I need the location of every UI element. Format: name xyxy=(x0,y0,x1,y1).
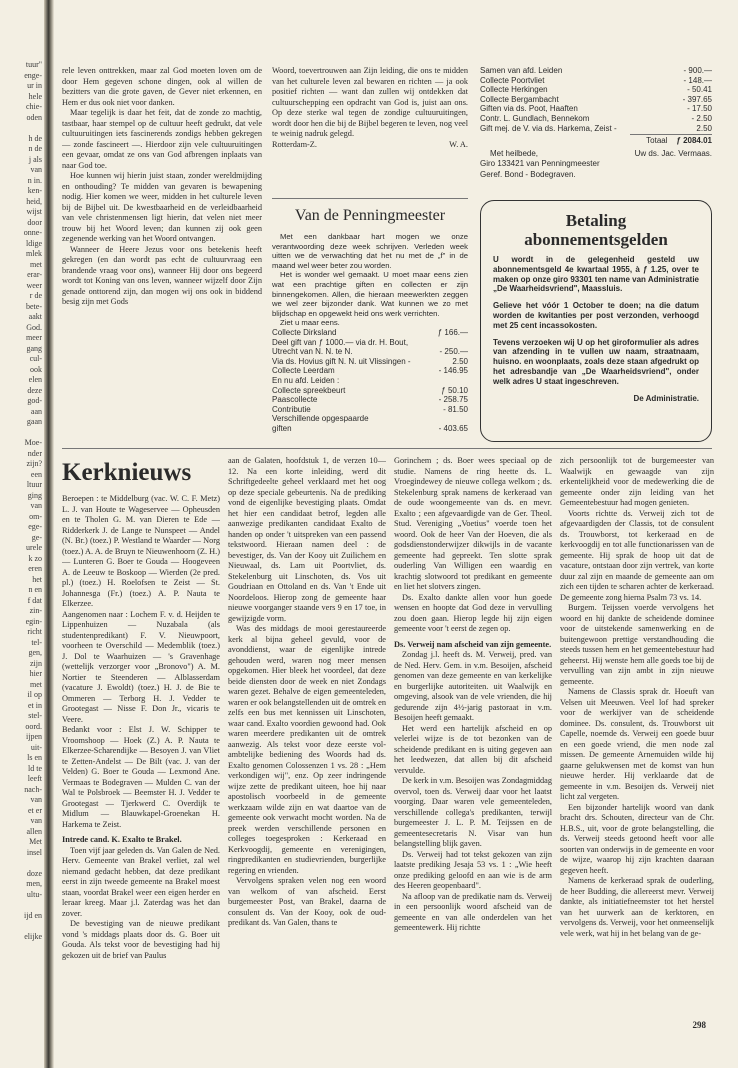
edge-fragment: ld te xyxy=(28,763,42,773)
finance-row xyxy=(480,114,712,124)
edge-fragment: urele xyxy=(26,543,42,552)
edge-fragment: wijst xyxy=(26,207,42,216)
edge-fragment: f dat xyxy=(27,595,42,605)
penning-continuation xyxy=(480,66,712,190)
abonnement-notice-box xyxy=(480,200,712,442)
finance-label: Paascollecte xyxy=(272,395,318,405)
edge-fragment: oord. xyxy=(25,721,42,731)
edge-fragment: richt xyxy=(27,627,42,636)
heilbede: Met heilbede, xyxy=(490,148,539,158)
kerknieuws-paragraph: Het werd een hartelijk afscheid en op velerlei wijze is de tot bezonken van de scheidende predikant en is uiting gegeven aan het leedwezen, dat allen bij dit afscheid vervulde. xyxy=(394,723,552,775)
notice-paragraph-2: Gelieve het vóór 1 October te doen; na die datum worden de kwitanties per post verzonden, verhoogd met 25 cent incassokosten. xyxy=(493,301,699,330)
article-signature: W. A. xyxy=(449,139,468,149)
finance-amount: - 900.— xyxy=(683,66,712,75)
edge-fragment: ls en xyxy=(27,753,42,762)
finance-amount: - 17.50 xyxy=(687,104,712,114)
edge-fragment: met xyxy=(30,679,42,689)
edge-fragment: chie- xyxy=(26,102,42,111)
kerknieuws-paragraph: De bevestiging van de nieuwe predikant vond 's middags plaats door ds. G. Boer uit Gouda. Als tekst voor de bevestiging had hij gekozen uit de brief van Paulus xyxy=(62,919,220,960)
finance-label: Utrecht van N. N. te N. xyxy=(272,347,353,357)
finance-amount: 2.50 xyxy=(696,123,712,133)
edge-fragment: nder xyxy=(27,448,42,458)
edge-fragment: oden xyxy=(26,112,42,122)
edge-fragment: enge- xyxy=(24,70,42,80)
edge-fragment: leeft xyxy=(27,774,42,783)
edge-fragment: gen, xyxy=(28,648,42,657)
kerknieuws-paragraph: Zondag j.l. heeft ds. M. Verweij, pred. van de Ned. Herv. Gem. in v.m. Besoijen, afscheid genomen van deze gemeente en van kerkelijke en burgerlijke autoriteiten. uit Waalwijk en omgeving, alsook van de vele vrienden, die hij gedurende zijn 4½-jarig pastoraat in v.m. Besoijen heeft gemaakt. xyxy=(394,650,552,722)
finance-row xyxy=(272,338,468,348)
sum-rule xyxy=(630,134,712,135)
totaal-amount: ƒ 2084.01 xyxy=(676,136,712,146)
edge-fragment: ge- xyxy=(31,532,42,542)
kerknieuws-paragraph: Was des middags de mooi gerestaureerde kerk al bijna geheel gevuld, voor de avonddienst, waar de eigenlijke intrede gehouden werd, waren nog meer mensen opgekomen. Hier bleek het voordeel, dat deze beide diensten door de week en niet Zondags waren gezet. Behalve de eigen gemeenteleden, waren er ook belangstellenden uit de omtrek en zelfs een bus met kennissen uit Linschoten, waar cand. Exalto voordien gewoond had. Ook waren meerdere predikanten uit de omtrek aanwezig. Als tekst voor deze eerste vol-ambtelijke bediening des Woords had ds. Exalto genomen Colossenzen 1 vs. 28 : „Hem verkondigen wij", enz. Op zeer indringende wijze zette de predikant uiteen, hoe hij naar apostolisch voorbeeld in de gemeente werkzaam wilde zijn en wat daartoe van de gemeente ook verwacht mocht worden. Na de preek werden verschillende personen en colleges toegesproken : Kerkeraad en Kerkvoogdij, gemeente en verenigingen, ringpredikanten en studievrienden, burgerlijke regering en vrienden. xyxy=(228,624,386,875)
edge-fragment: god- xyxy=(27,396,42,405)
edge-fragment: h de xyxy=(28,133,42,143)
article-paragraph: rele leven onttrekken, maar zal God moeten loven om de door Hem gegeven schone dingen, ook al willen de bezitters van die grote gaven, de Gever niet erkennen, en Hem er dus ook niet voor danken. xyxy=(62,66,262,107)
edge-fragment: aakt xyxy=(28,312,42,321)
finance-amount xyxy=(433,338,468,348)
penning-intro-3: Ziet u maar eens. xyxy=(280,318,340,328)
signature-vermaas: Uw ds. Jac. Vermaas. xyxy=(634,148,712,158)
edge-fragment: ur in xyxy=(27,81,42,90)
finance-row xyxy=(272,405,468,415)
section-title-penningmeester: Van de Penningmeester xyxy=(294,207,446,224)
kerknieuws-paragraph: zich persoonlijk tot de burgemeester van Waalwijk en gewaagde van zijn erkentelijkheid voor de medewerking die de gemeente onder zijn leiding van het Gemeentebestuur had mogen genieten. xyxy=(560,456,714,507)
article-place: Rotterdam-Z. xyxy=(272,139,317,149)
edge-fragment: k zo xyxy=(28,553,42,563)
finance-row xyxy=(272,328,468,338)
kerknieuws-paragraph: Gorinchem ; ds. Boer wees speciaal op de studie. Namens de ring heette ds. L. Vroegindewey de nieuwe collega welkom ; ds. Stekelenburg sprak namens de kerkeraad van de oude woongemeente van ds. en mevr. Exalto ; een afgevaardigde van de Ger. Theol. Stud. Vereniging „Voetius" voerde toen het woord. Ook de heer Van der Hoeven, die als godsdienstonderwijzer dikwijls in de vacante gemeente had gepreekt. Ten slotte sprak ouderling Van Willigen een waardig en krachtig slotwoord tot predikant en gemeente en liet het slotvers zingen. xyxy=(394,456,552,591)
edge-fragment: tuur" xyxy=(25,60,42,69)
finance-row xyxy=(272,424,468,434)
finance-label: Giften via ds. Poot, Haaften xyxy=(480,104,578,114)
edge-fragment: een xyxy=(30,469,42,479)
edge-fragment: n de xyxy=(28,144,42,153)
edge-fragment: tel- xyxy=(31,637,42,647)
divider xyxy=(272,198,468,199)
edge-fragment: il op xyxy=(27,690,42,699)
kerknieuws-paragraph: aan de Galaten, hoofdstuk 1, de verzen 10—12. Na een korte inleiding, werd dit Schriftgedeelte geheel verklaard met het oog op deze speciale gebeurtenis. Na de prediking vond de eigenlijke bevestiging plaats. Omdat het hier een candidaat betrof, legden alle aanwezige predikanten candidaat Exalto de handen op onder 't uitspreken van een passend tekstwoord. Hieraan namen deel : de bevestiger, ds. Van der Kooy uit Zuilichem en Nieuwaal, ds. Lam uit Poortvliet, ds. Stekelenburg uit Linschoten, ds. Vos uit Goudriaan en Ottoland en ds. Van 't Ende uit Noordeloos. Hierop zong de gemeente haar nieuwe voorganger staande vers 9 en 17 toe, in gewijzigde vorm. xyxy=(228,456,386,623)
edge-fragment: onne- xyxy=(23,228,42,237)
edge-fragment: om- xyxy=(29,511,42,521)
finance-label: Collecte Bergambacht xyxy=(480,94,559,104)
finance-row xyxy=(480,95,712,105)
edge-fragment: allen xyxy=(26,826,42,836)
edge-fragment: van xyxy=(30,816,42,825)
edge-fragment: ijd en xyxy=(24,910,42,920)
edge-fragment: aan xyxy=(30,406,42,416)
kerknieuws-paragraph: Namens de kerkeraad sprak de ouderling, de heer Budding, die allereerst mevr. Verweij dankte, als initiatiefneemster tot het herstel van het uurwerk aan de kerktoren, en vervolgens ds. Verweij, voor het onmeenselijk vele werk, wat hij in het belang van de ge- xyxy=(560,876,714,938)
finance-amount: - 397.65 xyxy=(682,94,712,104)
finance-amount xyxy=(433,414,468,424)
article-continuation: Woord, toevertrouwen aan Zijn leiding, die ons te midden van het culturele leven zal bewaren en richten — ja ook positief richten — want dan zullen wij ontdekken dat cultuurschepping een opdracht van God is, juist aan ons. Op deze sterke wal tegen de zondige cultuuruitingen, wordt door hen die bij de Bijbel begeren te leven, nog veel te weinig nadruk gelegd. xyxy=(272,66,468,138)
edge-fragment: hier xyxy=(29,669,42,678)
penning-intro-2: Het is wonder wel gemaakt. U moet maar eens zien wat een prachtige giften en collecten er zijn binnengekomen. Allen, die hieraan meewerkten zeggen we wel zeer bijzonder dank. Wat kunnen we zo met blijdschap en opgewekt heid ons werk verrichten. xyxy=(272,270,468,318)
edge-fragment: zin- xyxy=(29,606,42,615)
finance-label: Verschillende opgespaarde xyxy=(272,414,369,424)
finance-row xyxy=(272,414,468,424)
finance-row xyxy=(272,376,468,386)
article-column-2 xyxy=(272,66,468,186)
section-title-kerknieuws: Kerknieuws xyxy=(62,459,192,486)
finance-amount: ƒ 166.— xyxy=(437,327,468,337)
finance-label: Collecte Herkingen xyxy=(480,85,548,95)
edge-fragment: deze xyxy=(27,385,42,395)
finance-row xyxy=(272,395,468,405)
edge-fragment: nach- xyxy=(24,784,42,794)
kerknieuws-paragraph: Aangenomen naar : Lochem F. v. d. Heijden te Lippenhuizen — Nuzabala (als studentenpredikant) F. V. Nieuwpoort, voorheen te Overschild — Medemblik (toez.) J. Dol te Waarhuizen — 's Gravenhage (wettelijk verzorger voor „Bronovo") A. M. Nortier te Steenderen — Alblasserdam (vacature J. Ewoldt) (toez.) H. J. de Bie te Ommeren — Terborg H. J. Vedder te Grootegast — Nisse F. Don Jr., vicaris te Veere. xyxy=(62,609,220,724)
finance-row xyxy=(272,386,468,396)
edge-fragment: door xyxy=(27,217,42,227)
edge-fragment xyxy=(0,428,42,439)
edge-fragment: et er xyxy=(28,805,42,815)
finance-amount: - 258.75 xyxy=(438,395,468,405)
edge-fragment: met xyxy=(30,259,42,269)
notice-title: Betaling abonnementsgelden xyxy=(524,211,668,249)
finance-row xyxy=(480,66,712,76)
kerknieuws-paragraph: Ds. Exalto dankte allen voor hun goede wensen en hoopte dat God deze in vervulling zou doen gaan. Hierop legde hij zijn eigen gemeente voor 't eerst de zegen op. xyxy=(394,592,552,633)
edge-fragment: het xyxy=(32,574,42,584)
finance-label: Gift mej. de V. via ds. Harkema, Zeist - xyxy=(480,123,617,133)
edge-fragment: van xyxy=(30,795,42,804)
edge-fragment: bete- xyxy=(26,301,42,311)
edge-fragment: God. xyxy=(26,322,42,332)
finance-amount: ƒ 50.10 xyxy=(441,385,468,395)
edge-fragment: n en xyxy=(28,585,42,594)
giro-line: Giro 133421 van Penningmeester xyxy=(480,159,600,169)
edge-fragment: van xyxy=(30,165,42,174)
finance-label: Contributie xyxy=(272,404,311,414)
kerknieuws-column-1 xyxy=(62,456,220,1016)
edge-fragment: Moe- xyxy=(24,438,42,447)
kerknieuws-subheading: Ds. Verweij nam afscheid van zijn gemeente. xyxy=(394,639,552,649)
totaal-label: Totaal xyxy=(646,136,668,146)
finance-row xyxy=(272,357,468,367)
notice-paragraph-1: U wordt in de gelegenheid gesteld uw abonnementsgeld 4e kwartaal 1955, à ƒ 1.25, over te maken op onze giro 93301 ten name van Administratie „De Waarheidsvriend", Maassluis. xyxy=(493,255,699,294)
edge-fragment: mlek xyxy=(26,249,42,258)
notice-paragraph-3: Tevens verzoeken wij U op het giroformulier als adres van afzending in te vullen uw naam, straatnaam, huisno. en woonplaats, zoals deze staan afgedrukt op het adresbandje van „De Waarheidsvriend", onder welk adres U staat ingeschreven. xyxy=(493,337,699,386)
edge-fragment: doze xyxy=(26,868,42,878)
penning-intro: Met een dankbaar hart mogen we onze verantwoording deze week schrijven. Verleden week uitten we de verwachting dat het nu met de „f" in de maand wel weer beter zou worden. xyxy=(272,232,468,270)
edge-fragment: cul- xyxy=(29,354,42,363)
page-gutter xyxy=(44,0,54,1068)
finance-label: Samen van afd. Leiden xyxy=(480,66,563,75)
edge-fragment: weer xyxy=(26,280,42,290)
finance-amount: - 81.50 xyxy=(443,404,468,414)
edge-fragment: ijpen xyxy=(26,732,42,741)
finance-row xyxy=(480,124,712,134)
finance-label: giften xyxy=(272,423,292,433)
edge-fragment: r de xyxy=(29,291,42,300)
edge-fragment: van xyxy=(30,501,42,510)
edge-fragment: zijn xyxy=(30,658,42,668)
edge-fragment: meer xyxy=(26,333,42,342)
kerknieuws-subheading: Intrede cand. K. Exalto te Brakel. xyxy=(62,835,182,844)
edge-fragment: gang xyxy=(26,343,42,353)
finance-amount: - 146.95 xyxy=(438,366,468,376)
edge-fragment: men, xyxy=(26,879,42,888)
article-column-1 xyxy=(62,66,262,438)
penning-continuation-table xyxy=(480,66,712,133)
kerknieuws-paragraph: Beroepen : te Middelburg (vac. W. C. F. Metz) L. J. van Houte te Wageservee — Opheusden en te Tholen G. M. van Dieren te Ede — Ridderkerk J. de Lange te Nunspeet — Andel (N. Br.) (toez.) P. Westland te Waarder — Norg (toez.) A. A. de Bruyn te Nieuwenhoorn (Z. H.) — Lunteren G. Boer te Gouda — Hoogeveen A. de Leeuw te Boskoop — Wierden (2e pred. pl.) (toez.) H. Roelofsen te Zeist — St. Johannesga (Fr.) (toez.) A. P. Nauta te Elkerzee. xyxy=(62,494,220,608)
kerknieuws-paragraph: De kerk in v.m. Besoijen was Zondagmiddag overvol, toen ds. Verweij daar voor het laatst voorging. Daar waren vele gemeenteleden, verschillende collega's predikanten, terwijl burgemeester J. L. P. M. Teijssen en de gemeentesecretaris N. Visar van hun belangstelling blijk gaven. xyxy=(394,776,552,848)
edge-fragment: ldige xyxy=(26,238,42,248)
edge-fragment: heid, xyxy=(26,196,42,206)
finance-row xyxy=(272,366,468,376)
edge-fragment: insel xyxy=(26,847,42,857)
edge-fragment: n in. xyxy=(27,175,42,185)
kerknieuws-paragraph: Een bijzonder hartelijk woord van dank bracht drs. Schouten, directeur van de Chr. H.B.S., uit, voor de grote belangstelling, die ds. Verweij steeds getoond heeft voor alle soorten van onderwijs in de gemeente en voor de wijze, waarop hij zijn krachten daaraan gegeven heeft. xyxy=(560,802,714,875)
edge-fragment: j als xyxy=(28,154,42,164)
kerknieuws-paragraph: Voorts richtte ds. Verweij zich tot de afgevaardigden der Classis, tot de consulent ds. Trouwborst, tot kerkeraad en de kerkvoogdij en tot alle functionarissen van de gemeente. Hij sprak de hoop uit dat de vacature, ontstaan door zijn vertrek, van korte duur zal zijn en maande de gemeente aan om zich een tijden te scharen achter de kerkeraad. De gemeente zong hierna Psalm 73 vs. 14. xyxy=(560,508,714,602)
kerknieuws-column-4 xyxy=(560,456,714,1020)
edge-fragment: erar- xyxy=(27,270,42,279)
kerknieuws-paragraph: Vervolgens spraken velen nog een woord van welkom of van afscheid. Eerst burgemeester Post, van Brakel, daarna de consulent ds. Van der Kooy, ook de oud-predikant ds. Van Galen, thans te xyxy=(228,876,386,927)
finance-label: Deel gift van ƒ 1000.— via dr. H. Bout, xyxy=(272,337,409,347)
edge-fragment: zijn? xyxy=(26,459,42,468)
edge-fragment xyxy=(0,123,42,134)
finance-label: En nu afd. Leiden : xyxy=(272,375,340,385)
edge-fragment: ltuur xyxy=(26,480,42,489)
finance-label: Collecte Leerdam xyxy=(272,366,335,376)
kerknieuws-paragraph: Bedankt voor : Elst J. W. Schipper te Vroomshoop — Hoek (Z.) A. P. Nauta te Elkerzee-Scharendijke — Besoyen J. van Vliet te Zetten-Andelst — De Bilt (vac. J. van der Velden) G. Boer te Gouda — Lexmond Ane. Vermaas te Bodegraven — Mulden C. van der Wal te Polsbroek — Beemster H. J. Vedder te Grootegast — Tjerkwerd C. Overdijk te Midlum — Blauwkapel-Groenekan H. Harkema te Zeist. xyxy=(62,725,220,829)
edge-fragment: gaan xyxy=(26,417,42,426)
edge-fragment: Met xyxy=(29,837,42,846)
finance-amount: - 403.65 xyxy=(438,423,468,433)
edge-fragment xyxy=(0,858,42,869)
finance-amount: - 148.— xyxy=(683,75,712,85)
article-paragraph: Wanneer de Heere Jezus voor ons betekenis heeft gekregen (en dan wordt pas echt de cultuurvraag een brandende vraag voor ons), wanneer Hij door ons begeerd wordt tot Koning van ons leven, wanneer wijzelf door Zijn genade onttorend zijn, dan mogen wij ons ook in biddend besig zijn met Gods xyxy=(62,244,262,306)
totaal-line xyxy=(480,136,712,147)
finance-row xyxy=(480,76,712,86)
finance-label: Contr. L. Gundlach, Bennekom xyxy=(480,113,590,123)
finance-row xyxy=(480,85,712,95)
finance-label: Via ds. Hovius gift N. N. uit Vlissingen - xyxy=(272,356,411,366)
geref-line: Geref. Bond - Bodegraven. xyxy=(480,169,576,179)
edge-fragment: hele xyxy=(28,91,42,101)
finance-label: Collecte Dirksland xyxy=(272,327,337,337)
kerknieuws-paragraph: Burgem. Teijssen voerde vervolgens het woord en hij dankte de scheidende dominee voor de uitstekende samenwerking en de buitengewoon prettige verstandhouding die steeds tussen hem en het gemeentebestuur had geheerst. Hij wenste hem alle goeds toe bij de vervulling van zijn ambt in zijn nieuwe gemeente. xyxy=(560,603,714,686)
edge-fragment: eren xyxy=(28,564,42,573)
penningmeester-section xyxy=(272,206,468,442)
edge-fragment xyxy=(0,921,42,932)
finance-amount: - 50.41 xyxy=(687,85,712,95)
finance-amount xyxy=(433,376,468,386)
finance-amount: 2.50 xyxy=(452,356,468,366)
kerknieuws-paragraph: Na afloop van de predikatie nam ds. Verweij in een persoonlijk woord afscheid van de gemeente en van alle onderdelen van het gemeentewerk. Hij richtte xyxy=(394,891,552,932)
finance-label: Collecte spreekbeurt xyxy=(272,385,346,395)
page-number: 298 xyxy=(692,1020,706,1030)
finance-row xyxy=(272,347,468,357)
finance-amount: - 2.50 xyxy=(691,113,712,123)
notice-signature: De Administratie. xyxy=(633,393,699,403)
edge-fragment: ging xyxy=(27,490,42,500)
edge-fragment xyxy=(0,900,42,911)
article-paragraph: Hoe kunnen wij hierin juist staan, zonder wereldmijding en onthouding? Te midden van gevaren is bewapening nodig. Hier komen we weer, midden in het culturele leven bij de Bijbel uit. De kwestbaarheid en de verleidbaarheid van vele christenmensen ligt hierin, dat velen niet meer trouw bij het Woord leven; dan kunnen zij ook geen zegenende werking van het Woord ontvangen. xyxy=(62,171,262,243)
edge-fragment: elijke xyxy=(24,931,42,941)
edge-fragment: et in xyxy=(28,700,42,710)
edge-fragment: egin- xyxy=(25,616,42,626)
finance-row xyxy=(480,104,712,114)
edge-fragment: ultu- xyxy=(26,889,42,899)
kerknieuws-column-2 xyxy=(228,456,386,1016)
edge-fragment: elen xyxy=(28,375,42,384)
edge-fragment: uit- xyxy=(30,742,42,752)
kerknieuws-column-3 xyxy=(394,456,552,1016)
finance-label: Collecte Poortvliet xyxy=(480,75,545,85)
edge-fragment: ege- xyxy=(28,522,42,531)
divider xyxy=(62,448,712,449)
edge-fragment: stel- xyxy=(28,711,42,720)
edge-fragment: ken- xyxy=(27,186,42,195)
penning-table xyxy=(272,328,468,434)
kerknieuws-paragraph: Namens de Classis sprak dr. Hoeuft van Velsen uit Meeuwen. Veel lof had spreker voor de werkijver van de scheidende dominee. Ds. consulent, ds. Trouwborst uit Capelle, noemde ds. Verweij een goede buur en een goede vriend, die men node zal missen. De gemeente Arnemuiden wilde hij gaarne gelukwensen met de komst van hun nieuwe herder. Hij verklaarde dat de gemeente in v.m. Besoijen ds. Verweij niet licht zal vergeten. xyxy=(560,687,714,801)
article-paragraph: Maar tegelijk is daar het feit, dat de zonde zo machtig, tastbaar, haar stempel op de cultuur heeft gedrukt, dat vele cultuuruitingen iets fascinerends zondigs hebben gekregen — zonde fascineert —. Hierdoor zijn vele cultuuruitingen een gevaar, omdat ze ons van God afbrengen inplaats van naar God toe. xyxy=(62,108,262,170)
left-page-edge-fragments xyxy=(0,60,42,942)
kerknieuws-paragraph: Toen vijf jaar geleden ds. Van Galen de Ned. Herv. Gemeente van Brakel verliet, zal wel niemand gedacht hebben, dat deze predikant eerst in zijn tweede gemeente na Brakel moest staan, voordat Brakel weer een eigen herder en leraar kreeg. Maar j.l. Zaterdag was het dan zover. xyxy=(62,845,220,918)
edge-fragment: ook xyxy=(30,364,42,374)
finance-amount: - 250.— xyxy=(439,347,468,357)
kerknieuws-paragraph: Ds. Verweij had tot tekst gekozen van zijn laatste prediking Jesaja 53 vs. 1 : „Wie heeft onze prediking geloofd en aan wie is de arm des Heeren geopenbaard". xyxy=(394,849,552,890)
